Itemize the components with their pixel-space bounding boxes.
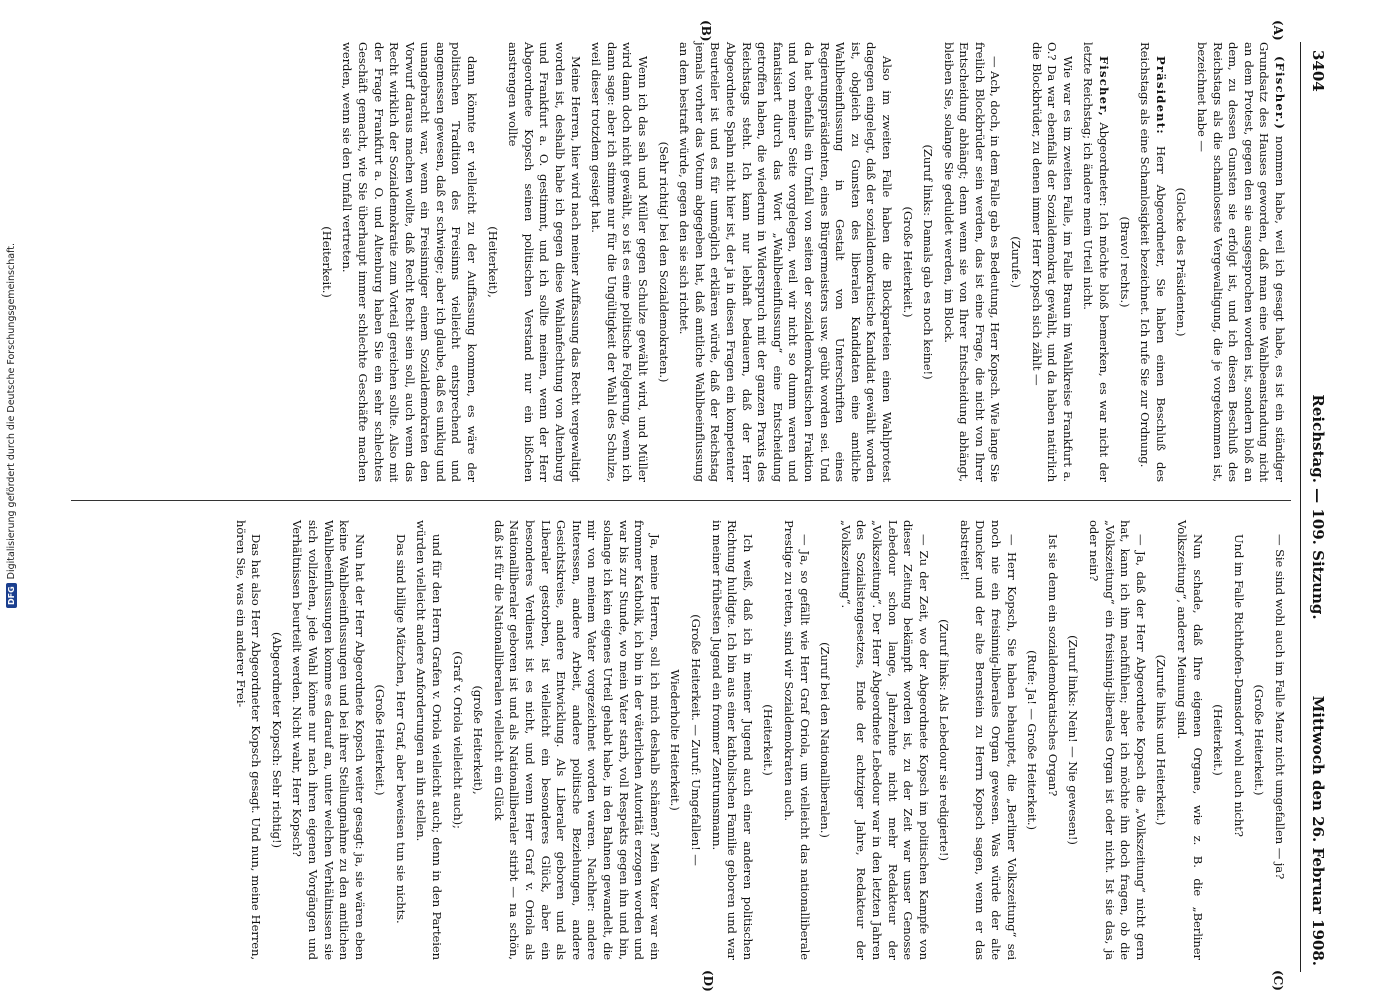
paragraph-text: — Ach, doch, in dem Falle gab es Bedeutung, Herr Kopsch. Wie lange Sie freilich Blockbrüder sein werden, das ist eine Frage, die nicht von Ihrer Entscheidung abhängt; denn wenn sie von Ihrer Entscheidung abhängt, bleiben Sie, solange Sie geduldet werden, im Block.	[941, 42, 1003, 482]
right-text-column	[227, 520, 1287, 960]
stage-direction: (Zuruf bei den Nationalliberalen.)	[818, 642, 833, 838]
paragraph-text: Meine Herren, hier wird nach meiner Auffassung das Recht vergewaltigt worden ist, deshalb habe ich gegen diese Wahlanfechtung von Altenburg und Frankfurt a. O. gestimmt, und ich sollte meinen, wenn der Herr Abgeordnete Kopsch seinen politischen Verstand nur ein bißchen anstrengen wollte	[506, 42, 583, 482]
speech-paragraph	[289, 520, 367, 960]
speech-paragraph	[1193, 42, 1287, 482]
dfg-logo: DFG	[6, 583, 17, 608]
stage-direction: (Rufe: Ja! — Große Heiterkeit.)	[1025, 650, 1040, 830]
stage-direction: (Große Heiterkeit. — Zuruf: Umgefallen! —	[689, 614, 703, 866]
paragraph-text: — Zu der Zeit, wo der Abgeordnete Kopsch im politischen Kampfe von dieser Zeitung bekämpft worden ist, zu der Zeit war unser Genosse Lebedour schon lange, Jahrzehnte nicht mehr Redakteur der „Volkszeitung“. Der Herr Abgeordnete Lebedour war in den letzten Jahren des Sozialistengesetzes, Ende der achtziger Jahre, Redakteur der „Volkszeitung“.	[838, 520, 931, 960]
paragraph-text: nommen habe, weil ich gesagt habe, es ist ein ständiger Grundsatz des Hauses geworden, daß man eine Wahlbeanstandung nicht an dem Protest, gegen den sie ausgesprochen worden ist, sondern bloß an dem, zu dessen Gunsten sie erfolgt ist, und ich diesen Beschluß des Reichstags als die schamloseste Vergewaltigung, die je vorgekommen ist, bezeichnet habe —	[1195, 42, 1287, 482]
speech-paragraph	[956, 520, 1018, 960]
speech-paragraph	[1173, 520, 1204, 960]
paragraph-text: — Herr Kopsch, Sie haben behauptet, die „Berliner Volkszeitung“ sei noch nie ein freisinnig-liberales Organ gewesen. Was würde der alte Duncker und der alte Bernstein zu Herrn Kopsch sagen, wenn er das abstreitet!	[957, 520, 1019, 960]
speech-paragraph	[940, 42, 1002, 482]
speech-paragraph	[1044, 520, 1060, 960]
speech-paragraph	[780, 520, 811, 960]
margin-marker-b: (B)	[699, 20, 713, 42]
left-text-column	[313, 42, 1287, 482]
speaker-name: Präsident:	[1153, 56, 1168, 135]
stage-direction: (Abgeordneter Kopsch: Sehr richtig!)	[269, 632, 284, 848]
speech-paragraph	[1085, 520, 1147, 960]
paragraph-text: Wie war es im zweiten Falle, im Falle Braun im Wahlkreise Frankfurt a. O.? Da war ebenfalls der Sozialdemokrat gewählt, und da haben natürlich die Blockbrüder, zu denen immer Herr Kopsch sich zählt —	[1029, 42, 1075, 482]
paragraph-text: Wenn ich das sah und Müller gegen Schulze gewählt wird, und Müller wird dann doch nicht gewählt, so ist es eine politische Folgerung, wenn ich dann sage: aber ich stimme nur für die Ungültigkeit der Wahl des Schulze, weil dieser trotzdem gesiegt hat.	[589, 42, 651, 482]
speech-paragraph	[392, 520, 408, 960]
paragraph-text: Also im zweiten Falle haben die Blockparteien einen Wahlprotest dagegen eingelegt, daß der sozialdemokratische Kandidat gewählt worden ist, obgleich zu Gunsten des liberalen Kandidaten eine amtliche Wahlbeeinflussung in Gestalt von Unterschriften eines Regierungspräsidenten, eines Bürgermeisters usw. geübt worden sei. Und da hat ebenfalls ein Umfall von seiten der sozialdemokratischen Fraktion und von meiner Seite vorgelegen, weil wir nicht so dumm waren und fanatisiert durch das Wort „Wahlbeeinflussung“ eine Entscheidung getroffen haben, die wiederum in Widerspruch mit der ganzen Praxis des Reichstags steht. Ich kann nur lebhaft bedauern, daß der Herr Abgeordnete Spahn nicht hier ist, der ja in diesen Fragen ein kompetenter Beurteiler ist und es für unmöglich erklären würde, daß der Reichstag jemals vorher das Votum abgegeben hat, daß amtliche Wahlbeeinflussung an dem bestraft würde, gegen den sie sich richtet.	[677, 42, 894, 482]
stage-direction: (Heiterkeit),	[485, 226, 500, 298]
margin-marker-c: (C)	[1271, 970, 1285, 991]
speech-paragraph	[676, 42, 894, 482]
paragraph-text: Nun schade, daß Ihre eigenen Organe, wie z. B. die „Berliner Volkszeitung“, anderer Meinung sind.	[1175, 520, 1205, 960]
speech-paragraph	[1230, 520, 1246, 960]
speech-paragraph	[1271, 520, 1287, 960]
paragraph-text: Ich weiß, daß ich in meiner Jugend auch einer anderen politischen Richtung huldigte. Ich bin aus einer katholischen Familie geboren und war in meiner frühesten Jugend ein frommer Zentrumsmann.	[709, 520, 755, 960]
stage-direction: Wiederholte Heiterkeit.)	[668, 669, 683, 811]
stage-direction: (Große Heiterkeit.)	[900, 206, 915, 318]
stage-direction: (Zurufe.)	[1009, 236, 1024, 288]
stage-direction: (Zuruf links: Als Lebedour sie redigierte!)	[937, 619, 952, 861]
stage-direction: (Heiterkeit.)	[1211, 704, 1226, 776]
stage-direction: (Zuruf links: Damals gab es noch keine!)	[921, 144, 936, 380]
stage-direction: (Bravo! rechts.)	[1117, 216, 1132, 308]
speech-paragraph	[339, 42, 479, 482]
stage-direction: (Zuruf links: Nein! — Nie gewesen!)	[1066, 635, 1081, 845]
paragraph-text: Herr Abgeordneter, Sie haben einen Beschluß des Reichstags als eine Schamlosigkeit bezeichnet. Ich rufe Sie zur Ordnung.	[1138, 42, 1168, 482]
digitization-footer	[6, 228, 20, 608]
speech-paragraph	[837, 520, 931, 960]
stage-direction: (Große Heiterkeit.)	[373, 684, 388, 796]
paragraph-text: dann könnte er vielleicht zu der Auffassung kommen, es wäre der politischen Tradition des Freisinns vielleicht entsprechend und angemessen gewesen, daß er schwiege; aber ich glaube, daß es unklug und unangebracht war, wenn ein Freisinniger einem Sozialdemokraten den Vorwurf daraus machen wollte, daß Recht Recht sein soll, auch wenn das Recht wirklich der Sozialdemokratie zum Vorteil gereichen sollte. Also mit der Frage Frankfurt a. O. und Altenburg haben Sie ein sehr schlechtes Geschäft gemacht, wie Sie überhaupt immer schlechte Geschäfte machen werden, wenn sie den Umfall vertreten.	[340, 42, 480, 482]
stage-direction: (Graf v. Oriola vielleicht auch);	[450, 651, 465, 829]
newspaper-page	[60, 20, 1335, 992]
paragraph-text: Abgeordneter: Ich möchte bloß bemerken, es war nicht der letzte Reichstag; ich ändere mein Urteil nicht.	[1081, 42, 1112, 482]
paragraph-text: Ja, meine Herren, soll ich mich deshalb schämen? Mein Vater war ein frommer Katholik, ich bin in der väterlichen Autorität erzogen worden und war bis zur Stunde, wo mein Vater starb, voll Respekts gegen ihn und bin, solange ich kein eigenes Urteil gehabt habe, in den Bahnen gewandelt, die mir von meinem Vater vorgezeichnet worden waren. Nachher: andere Interessen, andere Arbeit, andere politische Beziehungen, andere Gesichtskreise, andere Entwicklung. Als Liberaler geboren und als Liberaler gestorben, ist vielleicht ein besonderes Glück, aber ein besonderes Verdienst ist es nicht, und wenn Herr Graf v. Oriola als Nationalliberaler geboren ist und als Nationalliberaler stirbt — na schön, daß ist für die Nationalliberalen vielleicht ein Glück	[491, 520, 662, 960]
speech-paragraph	[505, 42, 583, 482]
paragraph-text: Das sind billige Mätzchen, Herr Graf, aber beweisen tun sie nichts.	[393, 534, 408, 924]
stage-direction: (Große Heiterkeit.)	[1252, 684, 1267, 796]
paragraph-text: — Sie sind wohl auch im Falle Manz nicht umgefallen — ja?	[1273, 534, 1287, 880]
stage-direction: (Heiterkeit.)	[761, 704, 776, 776]
stage-direction: (große Heiterkeit),	[471, 685, 486, 795]
speech-paragraph	[413, 520, 444, 960]
paragraph-text: Das hat also Herr Abgeordneter Kopsch gesagt. Und nun, meine Herren, hören Sie, was ein anderer Frei-	[233, 520, 264, 960]
page-header	[1300, 42, 1335, 972]
paragraph-text: — Ja, daß der Herr Abgeordnete Kopsch die „Volkszeitung“ nicht gern hat, kann ich ihm nachfühlen; aber ich möchte ihn doch fragen, ob die „Volkszeitung“ ein freisinnig-liberales Organ ist oder nicht. Ist sie das, ja oder nein?	[1087, 520, 1148, 960]
paragraph-text: und für den Herrn Grafen v. Oriola vielleicht auch; denn in den Parteien würden vielleicht andere Anforderungen an ihn stellen.	[414, 520, 445, 960]
session-date: Mittwoch den 26. Februar 1908.	[1309, 695, 1327, 966]
margin-marker-d: (D)	[701, 970, 715, 992]
speaker-name: Fischer,	[1097, 56, 1112, 117]
speaker-name: (Fischer.)	[1273, 56, 1287, 131]
stage-direction: (Sehr richtig! bei den Sozialdemokraten.)	[656, 141, 671, 383]
paragraph-text: Nun hat der Herr Abgeordnete Kopsch weiter gesagt: ja, sie wären eben keine Wahlbeeinflussungen und bei ihrer Stellungnahme zu den amtlichen Wahlbeeinflussungen komme es darauf an, unter welchen Verhältnissen sie sich vollziehen, jede Wahl könne nur nach ihren eigenen Vorgängen und Verhältnissen beurteilt werden. Nicht wahr, Herr Kopsch?	[290, 520, 367, 960]
paragraph-text: Und im Falle Richthofen-Damsdorf wohl auch nicht?	[1231, 534, 1246, 837]
speech-paragraph	[588, 42, 650, 482]
column-divider	[71, 500, 1291, 501]
speech-paragraph	[232, 520, 263, 960]
speech-paragraph	[1080, 42, 1111, 482]
stage-direction: (Glocke des Präsidenten.)	[1174, 187, 1189, 337]
paragraph-text: Ist sie denn ein sozialdemokratisches Organ?	[1045, 534, 1060, 797]
page-number: 3404	[1309, 50, 1327, 92]
stage-direction: (Zurufe links und Heiterkeit.)	[1154, 654, 1169, 826]
stage-direction: (Heiterkeit.)	[319, 226, 334, 298]
speech-paragraph	[490, 520, 662, 960]
speech-paragraph	[1028, 42, 1075, 482]
speech-paragraph	[1137, 42, 1168, 482]
paragraph-text: — Ja, so gefällt wie Herr Graf Oriola, um vielleicht das nationalliberale Prestige zu retten, sind wir Sozialdemokraten auch.	[781, 520, 812, 960]
margin-marker-a: (A)	[1271, 20, 1285, 41]
page-title: Reichstag. — 109. Sitzung.	[1309, 394, 1327, 620]
footer-text: Digitalisierung gefördert durch die Deutsche Forschungsgemeinschaft.	[6, 243, 17, 580]
speech-paragraph	[708, 520, 755, 960]
